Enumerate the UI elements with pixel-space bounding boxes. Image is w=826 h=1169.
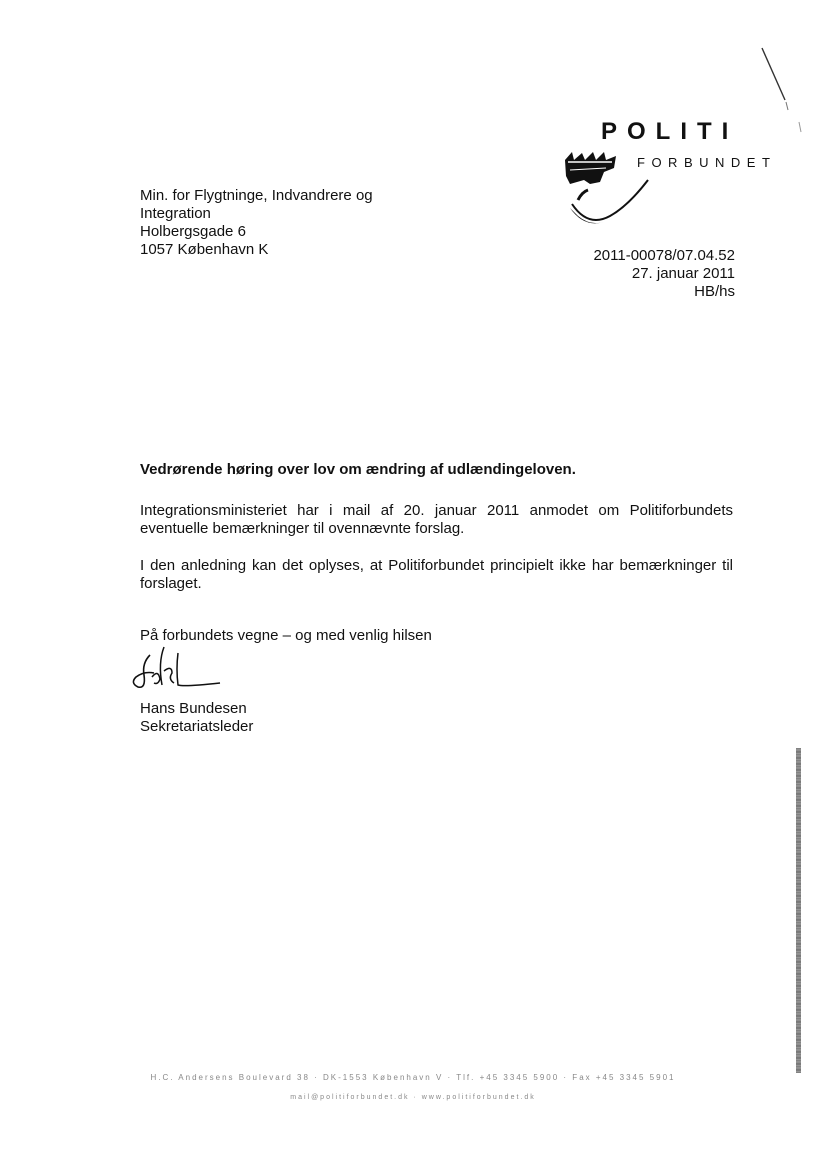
logo-subtitle: FORBUNDET — [637, 155, 777, 170]
logo-wordmark: POLITI — [601, 118, 739, 145]
scan-artifact-line — [755, 40, 815, 140]
scan-edge-artifact — [796, 748, 801, 1073]
body-paragraph-1: Integrationsministeriet har i mail af 20. januar 2011 anmodet om Politiforbundets eventuelle bemærkninger til ovennævnte forslag. — [140, 502, 733, 537]
recipient-address — [140, 187, 373, 259]
crown-logo-icon — [560, 150, 650, 235]
closing-greeting: På forbundets vegne – og med venlig hilsen — [140, 627, 432, 644]
address-line: Holbergsgade 6 — [140, 223, 246, 240]
address-line: Min. for Flygtninge, Indvandrere og — [140, 187, 373, 204]
body-paragraph-2: I den anledning kan det oplyses, at Politiforbundet principielt ikke har bemærkninger til forslaget. — [140, 557, 733, 592]
signer-block — [140, 700, 253, 736]
footer-contact: mail@politiforbundet.dk · www.politiforbundet.dk — [290, 1094, 536, 1101]
letter-subject: Vedrørende høring over lov om ændring af udlændingeloven. — [140, 461, 576, 478]
handwritten-signature — [128, 643, 223, 695]
reference-block — [593, 247, 735, 301]
address-line: 1057 København K — [140, 241, 269, 258]
address-line: Integration — [140, 205, 211, 222]
case-number: 2011-00078/07.04.52 — [593, 247, 735, 264]
initials: HB/hs — [694, 283, 735, 300]
signer-title: Sekretariatsleder — [140, 718, 254, 735]
signer-name: Hans Bundesen — [140, 700, 247, 717]
footer-address: H.C. Andersens Boulevard 38 · DK-1553 København V · Tlf. +45 3345 5900 · Fax +45 3345 5901 — [150, 1073, 676, 1082]
letter-date: 27. januar 2011 — [631, 265, 735, 282]
